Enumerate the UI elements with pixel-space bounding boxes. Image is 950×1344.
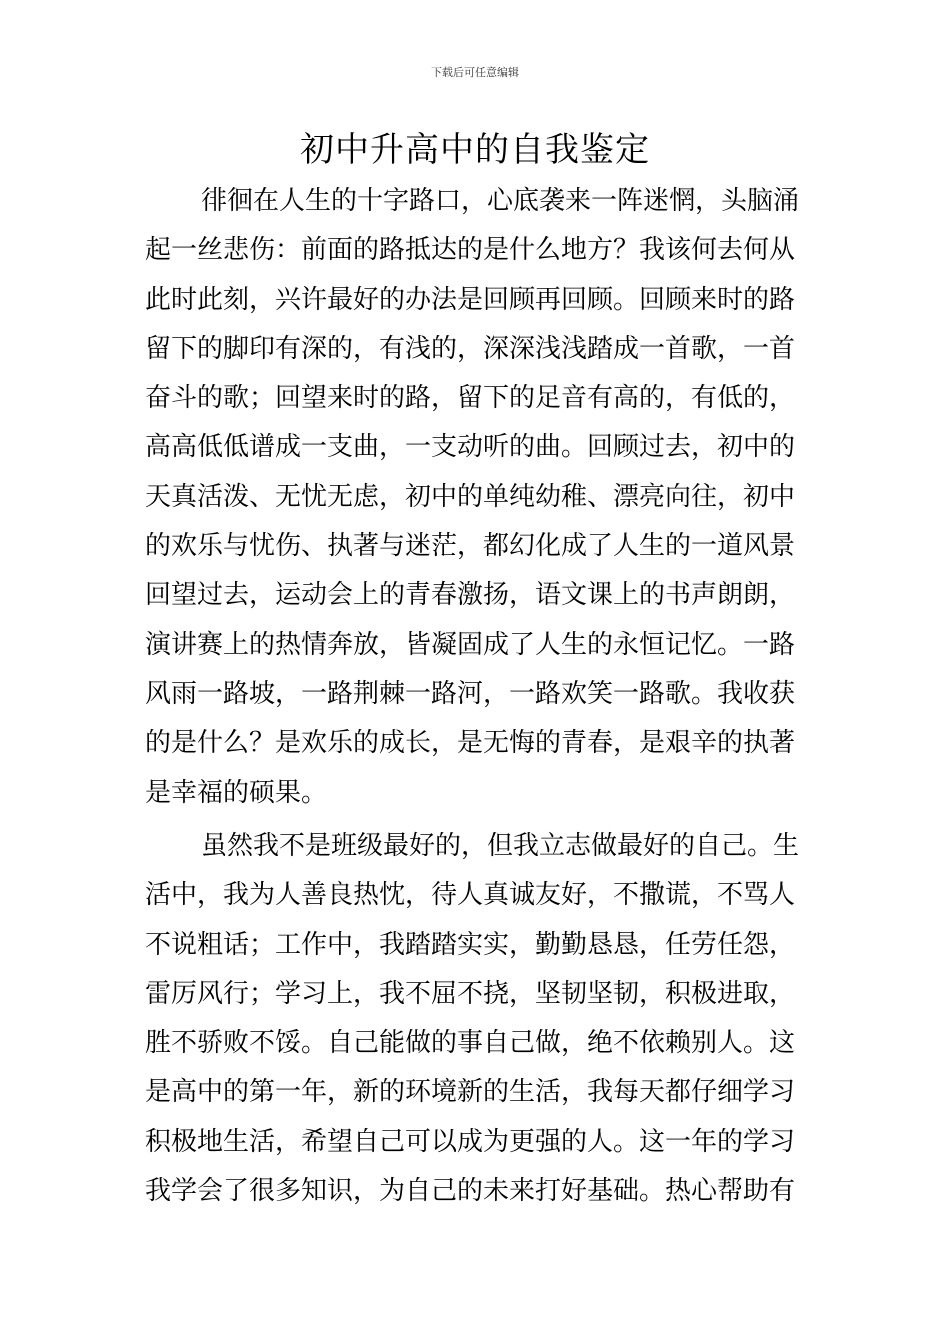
paragraph-line: 演讲赛上的热情奔放，皆凝固成了人生的永恒记忆。一路 (145, 629, 796, 660)
paragraph-line: 积极地生活，希望自己可以成为更强的人。这一年的学习 (145, 1126, 796, 1157)
paragraph-2 (145, 822, 809, 1216)
paragraph-line: 雷厉风行；学习上，我不屈不挠，坚韧坚韧，积极进取， (145, 978, 796, 1009)
document-title: 初中升高中的自我鉴定 (300, 130, 650, 170)
paragraph-line: 活中，我为人善良热忱，待人真诚友好，不撒谎，不骂人 (145, 880, 796, 911)
paragraph-line: 天真活泼、无忧无虑，初中的单纯幼稚、漂亮向往，初中 (145, 481, 796, 512)
paragraph-line: 高高低低谱成一支曲，一支动听的曲。回顾过去，初中的 (145, 432, 796, 463)
paragraph-line: 不说粗话；工作中，我踏踏实实，勤勤恳恳，任劳任怨， (145, 929, 796, 960)
paragraph-line: 我学会了很多知识，为自己的未来打好基础。热心帮助有 (145, 1176, 796, 1207)
paragraph-1 (145, 177, 809, 818)
paragraph-line: 的欢乐与忧伤、执著与迷茫，都幻化成了人生的一道风景 (145, 531, 796, 562)
paragraph-line: 起一丝悲伤：前面的路抵达的是什么地方？我该何去何从 (145, 235, 796, 266)
paragraph-line: 风雨一路坡，一路荆棘一路河，一路欢笑一路歌。我收获 (145, 678, 796, 709)
paragraph-line: 是幸福的硕果。 (145, 777, 328, 808)
paragraph-line: 徘徊在人生的十字路口，心底袭来一阵迷惘，头脑涌 (201, 186, 800, 216)
paragraph-line: 此时此刻，兴许最好的办法是回顾再回顾。回顾来时的路 (145, 284, 796, 315)
paragraph-line: 是高中的第一年，新的环境新的生活，我每天都仔细学习 (145, 1077, 796, 1108)
paragraph-line: 奋斗的歌；回望来时的路，留下的足音有高的，有低的， (145, 383, 796, 414)
paragraph-line: 回望过去，运动会上的青春激扬，语文课上的书声朗朗， (145, 580, 796, 611)
paragraph-line: 留下的脚印有深的，有浅的，深深浅浅踏成一首歌，一首 (145, 333, 796, 364)
paragraph-line: 的是什么？是欢乐的成长，是无悔的青春，是艰辛的执著 (145, 728, 796, 759)
paragraph-line: 胜不骄败不馁。自己能做的事自己做，绝不依赖别人。这 (145, 1028, 796, 1059)
header-note: 下载后可任意编辑 (431, 66, 519, 79)
paragraph-line: 虽然我不是班级最好的，但我立志做最好的自己。生 (201, 831, 800, 861)
